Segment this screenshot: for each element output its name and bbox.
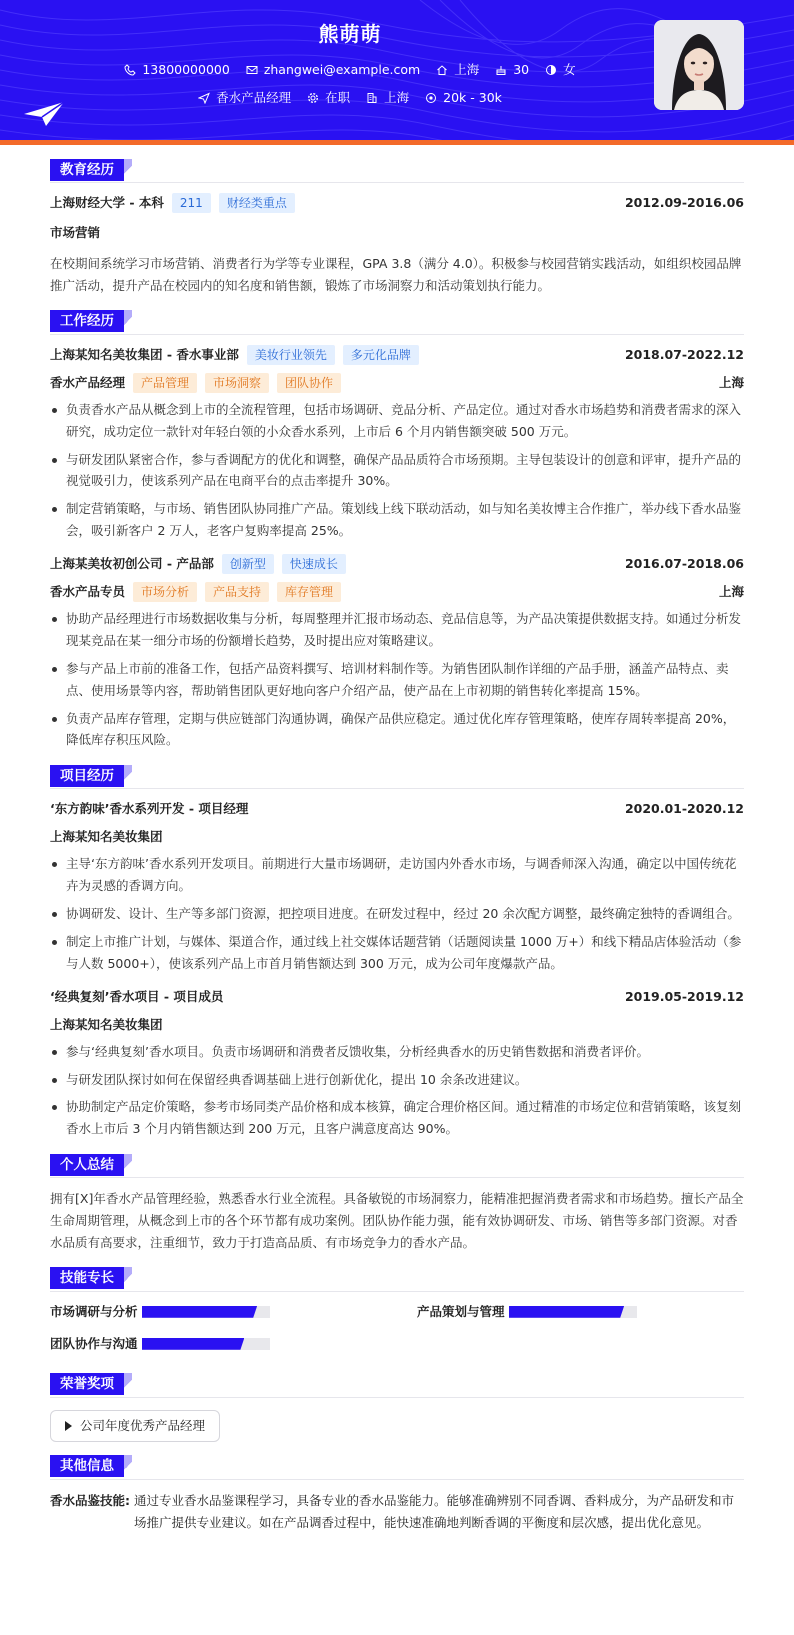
list-item: 制定营销策略，与市场、销售团队协同推广产品。策划线上线下联动活动，如与知名美妆博主合作推广，举办线下香水品鉴会，吸引新客户 2 万人，老客户复购率提高 25%。: [50, 498, 744, 542]
skill-bar: [509, 1306, 637, 1318]
list-item: 协调研发、设计、生产等多部门资源，把控项目进度。在研发过程中，经过 20 余次配方调整，最终确定独特的香调组合。: [50, 903, 744, 925]
salary-item: [425, 88, 502, 108]
building-icon: [366, 92, 378, 104]
list-item: 参与‘经典复刻’香水项目。负责市场调研和消费者反馈收集，分析经典香水的历史销售数据和消费者评价。: [50, 1041, 744, 1063]
education-description: 在校期间系统学习市场营销、消费者行为学等专业课程，GPA 3.8（满分 4.0）。积极参与校园营销实践活动，如组织校园品牌推广活动，提升产品在校园内的知名度和销售额，锻炼了市场洞察力和活动策划执行能力。: [50, 256, 742, 293]
major: 市场营销: [50, 225, 101, 240]
contact-row: [0, 60, 700, 80]
bullet-list: [50, 1041, 744, 1141]
email-text: zhangwei@example.com: [263, 62, 421, 77]
skill-bar-fill: [142, 1338, 244, 1350]
project-line: [50, 987, 744, 1007]
job-intent-row: [0, 88, 700, 108]
section-header: [50, 763, 744, 789]
gear-icon: [307, 92, 319, 104]
target-city-text: 上海: [384, 90, 410, 105]
list-item: 协助产品经理进行市场数据收集与分析，每周整理并汇报市场动态、竞品信息等，为产品决策提供数据支持。如通过分析发现某竞品在某一细分市场的份额增长趋势，及时提出应对策略建议。: [50, 608, 744, 652]
triangle-bullet-icon: [65, 1421, 72, 1431]
section-title: 项目经历: [50, 765, 124, 787]
skill-bar-fill: [509, 1306, 624, 1318]
other-value: 通过专业香水品鉴课程学习，具备专业的香水品鉴能力。能够准确辨别不同香调、香料成分，为产品研发和市场推广提供专业建议。如在产品调香过程中，能快速准确地判断香调的平衡度和层次感，提出优化意见。: [134, 1492, 735, 1530]
skills-grid: [50, 1302, 744, 1354]
location: 上海: [718, 374, 744, 390]
tag: 市场洞察: [205, 373, 269, 393]
section-title: 工作经历: [50, 310, 124, 332]
work-section: [50, 309, 744, 752]
location: 上海: [718, 584, 744, 599]
award-item: [50, 1410, 220, 1442]
candidate-name: 熊萌萌: [318, 22, 382, 46]
role-title: 香水产品专员: [50, 584, 126, 599]
resume-body: [0, 157, 794, 1534]
project-entry: [50, 799, 744, 974]
other-key: 香水品鉴技能:: [50, 1492, 130, 1508]
major-line: [50, 223, 744, 243]
project-org: 上海某知名美妆集团: [50, 829, 163, 845]
send-icon: [198, 92, 210, 104]
section-header: [50, 1266, 744, 1292]
education-header-line: [50, 193, 744, 213]
tag: 快速成长: [282, 554, 346, 574]
list-item: 负责香水产品从概念到上市的全流程管理，包括市场调研、竞品分析、产品定位。通过对香水市场趋势和消费者需求的深入研究，成功定位一款针对年轻白领的小众香水系列，上市后 6 个月内销售额突破 500 万元。: [50, 399, 744, 443]
date-range: 2019.05-2019.12: [624, 988, 744, 1004]
project-line: [50, 799, 744, 819]
position-text: 香水产品经理: [216, 90, 292, 105]
date-range: 2018.07-2022.12: [624, 346, 744, 362]
home-icon: [436, 64, 448, 76]
date-range: 2020.01-2020.12: [624, 801, 744, 817]
section-title: 其他信息: [50, 1455, 124, 1477]
list-item: 负责产品库存管理，定期与供应链部门沟通协调，确保产品供应稳定。通过优化库存管理策略，使库存周转率提高 20%，降低库存积压风险。: [50, 708, 744, 752]
status-text: 在职: [325, 90, 351, 105]
email-item: [246, 60, 420, 80]
tag: 市场分析: [133, 582, 197, 602]
city-item: [436, 60, 479, 80]
tag: 211: [172, 193, 211, 213]
project-org: 上海某知名美妆集团: [50, 1016, 163, 1032]
list-item: 参与产品上市前的准备工作，包括产品资料撰写、培训材料制作等。为销售团队制作详细的产品手册，涵盖产品特点、卖点、使用场景等内容，帮助销售团队更好地向客户介绍产品，使产品在上市初期的销售转化率提高 15%。: [50, 658, 744, 702]
list-item: 与研发团队探讨如何在保留经典香调基础上进行创新优化，提出 10 余条改进建议。: [50, 1069, 744, 1091]
org-line: [50, 827, 744, 847]
salary-text: 20k - 30k: [443, 90, 502, 105]
skill-bar: [142, 1306, 270, 1318]
org-line: [50, 1015, 744, 1035]
section-header: [50, 1152, 744, 1178]
section-header: [50, 157, 744, 183]
avatar-portrait: [654, 20, 744, 110]
skill-name: 团队协作与沟通: [50, 1335, 138, 1351]
tag: 团队协作: [277, 373, 341, 393]
tag: 多元化品牌: [343, 345, 419, 365]
project-name: ‘经典复刻’香水项目 - 项目成员: [50, 988, 224, 1004]
list-item: 与研发团队紧密合作，参与香调配方的优化和调整，确保产品品质符合市场预期。主导包装设计的创意和评审，提升产品的视觉吸引力，使该系列产品在电商平台的点击率提升 30%。: [50, 449, 744, 493]
award-name: 公司年度优秀产品经理: [80, 1417, 206, 1433]
status-item: [307, 88, 350, 108]
age-item: [495, 60, 529, 80]
skill-item: [417, 1302, 744, 1322]
section-header: [50, 309, 744, 335]
skill-bar: [142, 1338, 270, 1350]
bullet-list: [50, 608, 744, 751]
list-item: 协助制定产品定价策略，参考市场同类产品价格和成本核算，确定合理价格区间。通过精准的市场定位和营销策略，该复刻香水上市后 3 个月内销售额达到 200 万元，且客户满意度高达 90%。: [50, 1096, 744, 1140]
awards-section: [50, 1372, 744, 1442]
list-item: 制定上市推广计划，与媒体、渠道合作，通过线上社交媒体话题营销（话题阅读量 1000 万+）和线下精品店体验活动（参与人数 5000+），使该系列产品上市首月销售额达到 300 万元，成为公司年度爆款产品。: [50, 931, 744, 975]
tag: 产品支持: [205, 582, 269, 602]
company-name: 上海某美妆初创公司 - 产品部: [50, 556, 214, 571]
work-entry: [50, 345, 744, 542]
avatar: [654, 20, 744, 110]
list-item: 主导‘东方韵味’香水系列开发项目。前期进行大量市场调研，走访国内外香水市场，与调香师深入沟通，确定以中国传统花卉为灵感的香调方向。: [50, 853, 744, 897]
work-entry: [50, 554, 744, 751]
education-section: [50, 157, 744, 297]
date-range: 2016.07-2018.06: [624, 556, 744, 571]
money-icon: [425, 92, 437, 104]
section-title: 荣誉奖项: [50, 1373, 124, 1395]
cake-icon: [495, 64, 507, 76]
tag: 财经类重点: [219, 193, 295, 213]
tag: 产品管理: [133, 373, 197, 393]
gender-icon: [545, 64, 557, 76]
age-text: 30: [513, 62, 530, 77]
role-line: [50, 582, 744, 602]
resume-header: [0, 0, 794, 145]
gender-item: [545, 60, 576, 80]
role-line: [50, 373, 744, 393]
tag: 库存管理: [277, 582, 341, 602]
section-header: [50, 1454, 744, 1480]
project-section: [50, 763, 744, 1140]
phone-text: 13800000000: [142, 62, 230, 77]
skill-item: [50, 1302, 377, 1322]
section-header: [50, 1372, 744, 1398]
gender-text: 女: [563, 62, 576, 77]
skill-item: [50, 1334, 377, 1354]
other-item: [50, 1490, 744, 1534]
company-line: [50, 345, 744, 365]
skill-bar-fill: [142, 1306, 257, 1318]
phone-icon: [124, 64, 136, 76]
bullet-list: [50, 853, 744, 974]
company-name: 上海某知名美妆集团 - 香水事业部: [50, 346, 239, 362]
summary-text: 拥有[X]年香水产品管理经验，熟悉香水行业全流程。具备敏锐的市场洞察力，能精准把握消费者需求和市场趋势。擅长产品全生命周期管理，从概念到上市的各个环节都有成功案例。团队协作能力强，能有效协调研发、市场、销售等多部门资源。对香水品质有高要求，注重细节，致力于打造高品质、有市场竞争力的香水产品。: [50, 1191, 744, 1250]
phone-item: [124, 60, 229, 80]
role-title: 香水产品经理: [50, 374, 126, 390]
position-item: [198, 88, 291, 108]
mail-icon: [246, 64, 258, 76]
skills-section: [50, 1266, 744, 1354]
other-section: [50, 1454, 744, 1534]
education-entry: [50, 193, 744, 297]
tag: 创新型: [222, 554, 274, 574]
company-line: [50, 554, 744, 574]
skill-name: 市场调研与分析: [50, 1303, 138, 1319]
skill-name: 产品策划与管理: [417, 1303, 505, 1319]
school-name: 上海财经大学 - 本科: [50, 195, 164, 210]
project-entry: [50, 987, 744, 1141]
project-name: ‘东方韵味’香水系列开发 - 项目经理: [50, 801, 249, 817]
section-title: 个人总结: [50, 1154, 124, 1176]
date-range: 2012.09-2016.06: [624, 195, 744, 210]
city-text: 上海: [454, 62, 480, 77]
section-title: 技能专长: [50, 1267, 124, 1289]
bullet-list: [50, 399, 744, 542]
tag: 美妆行业领先: [247, 345, 335, 365]
target-city-item: [366, 88, 409, 108]
summary-section: [50, 1152, 744, 1254]
section-title: 教育经历: [50, 159, 124, 181]
